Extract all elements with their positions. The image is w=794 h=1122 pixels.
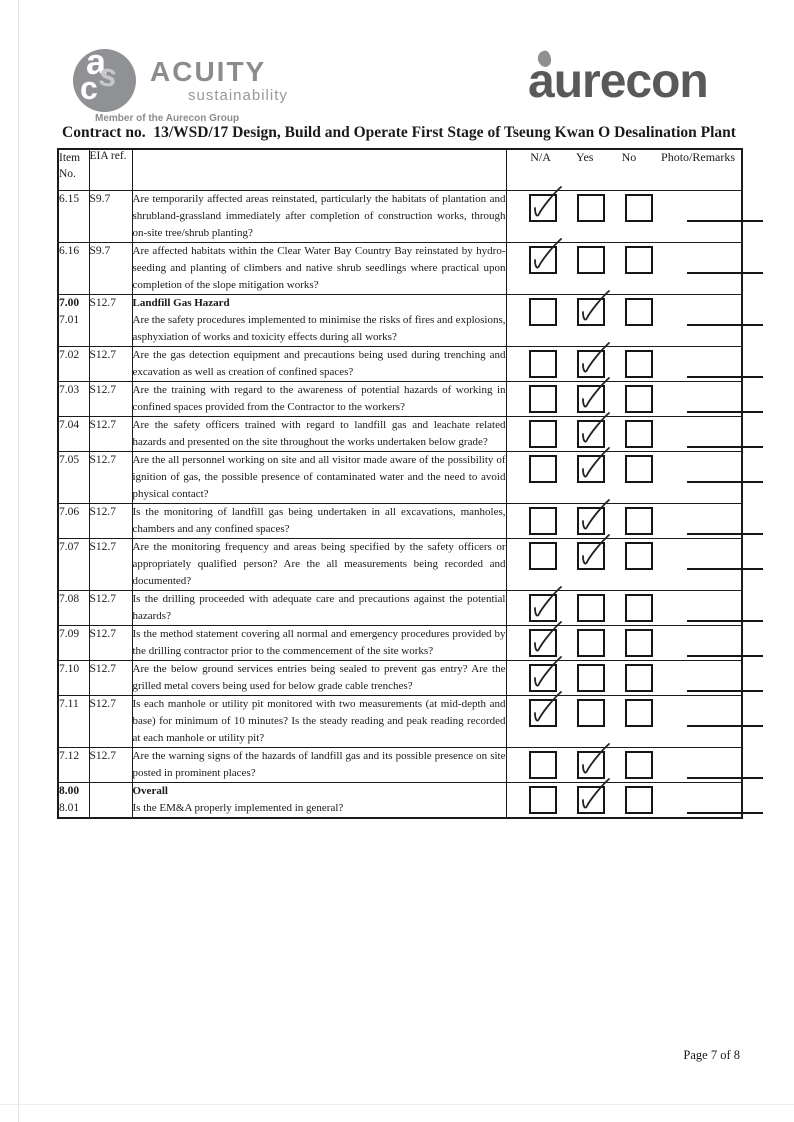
cell-item-no <box>58 347 89 382</box>
cell-question <box>132 661 506 696</box>
remarks-line <box>687 786 763 814</box>
question-text: Are the monitoring frequency and areas being specified by the safety officers or appropriately qualified person? Are the all measurements being recorded and documented? <box>132 541 506 587</box>
table-row-7.01 <box>58 295 742 347</box>
remarks-line <box>687 542 763 570</box>
cell-answers <box>506 661 742 696</box>
checkbox-na[interactable] <box>529 298 557 326</box>
checkbox-no[interactable] <box>625 350 653 378</box>
cell-eia-ref: S12.7 <box>89 452 132 504</box>
checkbox-no[interactable] <box>625 420 653 448</box>
item-number: 7.08 <box>59 593 80 605</box>
tick-icon <box>527 185 565 223</box>
cell-eia-ref: S12.7 <box>89 748 132 783</box>
cell-item-no <box>58 783 89 819</box>
cell-item-no <box>58 417 89 452</box>
cell-eia-ref: S9.7 <box>89 243 132 295</box>
cell-item-no <box>58 626 89 661</box>
cell-answers <box>506 382 742 417</box>
question-text: Are the all personnel working on site and all visitor made aware of the possibility of ignition of gas, the possible presence of contaminated water and the need to avoid physical contact? <box>132 454 506 500</box>
tick-icon <box>527 690 565 728</box>
cell-answers <box>506 783 742 819</box>
tick-icon <box>575 742 613 780</box>
checkbox-yes[interactable] <box>577 542 605 570</box>
tick-icon <box>575 289 613 327</box>
document-title: Contract no. 13/WSD/17 Design, Build and Operate First Stage of Tseung Kwan O Desalination Plant <box>62 124 736 141</box>
cell-eia-ref: S12.7 <box>89 661 132 696</box>
table-header-row <box>58 149 742 191</box>
table-row-6.16 <box>58 243 742 295</box>
scan-artifact-left <box>18 0 19 1122</box>
column-header-answers <box>506 149 742 191</box>
cell-answers <box>506 243 742 295</box>
remarks-line <box>687 385 763 413</box>
question-text: Are the training with regard to the awareness of potential hazards of working in confined spaces provided from the Contractor to the workers? <box>132 384 506 413</box>
remarks-line <box>687 455 763 483</box>
question-text: Are the safety officers trained with regard to landfill gas and leachate related hazards and presented on the site throughout the works undertaken below grade? <box>132 419 506 448</box>
cell-answers <box>506 504 742 539</box>
checkbox-no[interactable] <box>625 594 653 622</box>
column-header-no: No <box>621 150 637 164</box>
checkbox-no[interactable] <box>625 507 653 535</box>
cell-item-no <box>58 504 89 539</box>
item-number: 7.03 <box>59 384 80 396</box>
checkbox-yes[interactable] <box>577 629 605 657</box>
checkbox-no[interactable] <box>625 194 653 222</box>
cell-question <box>132 347 506 382</box>
item-number: 7.09 <box>59 628 80 640</box>
checkbox-na[interactable] <box>529 664 557 692</box>
cell-eia-ref: S12.7 <box>89 347 132 382</box>
cell-question <box>132 504 506 539</box>
remarks-line <box>687 350 763 378</box>
page-number: Page 7 of 8 <box>683 1048 740 1062</box>
checkbox-yes[interactable] <box>577 507 605 535</box>
question-text: Are the below ground services entries being sealed to prevent gas entry? Are the grilled metal covers being used for below grade cable trenches? <box>132 663 506 692</box>
checkbox-no[interactable] <box>625 385 653 413</box>
cell-question <box>132 539 506 591</box>
checkbox-na[interactable] <box>529 507 557 535</box>
item-number: 6.15 <box>59 193 80 205</box>
table-row-7.06 <box>58 504 742 539</box>
remarks-line <box>687 194 763 222</box>
checkbox-yes[interactable] <box>577 664 605 692</box>
question-text: Is the drilling proceeded with adequate care and precautions against the potential hazards? <box>132 593 506 622</box>
checkbox-na[interactable] <box>529 194 557 222</box>
table-row-7.03 <box>58 382 742 417</box>
cell-answers <box>506 626 742 661</box>
checkbox-yes[interactable] <box>577 699 605 727</box>
checkbox-no[interactable] <box>625 699 653 727</box>
checkbox-no[interactable] <box>625 542 653 570</box>
tick-icon <box>527 585 565 623</box>
cell-eia-ref: S12.7 <box>89 591 132 626</box>
acuity-member-line: Member of the Aurecon Group <box>95 113 240 124</box>
item-number: 7.05 <box>59 454 80 466</box>
cell-question <box>132 191 506 243</box>
scan-artifact-bottom <box>0 1104 794 1105</box>
cell-question <box>132 696 506 748</box>
question-text: Are affected habitats within the Clear Water Bay Country Bay reinstated by hydro-seeding and planting of climbers and native shrub seedlings where practical upon completion of the slope mitigation works? <box>132 245 506 291</box>
checkbox-yes[interactable] <box>577 751 605 779</box>
checklist-table <box>57 148 743 819</box>
checkbox-na[interactable] <box>529 629 557 657</box>
checkbox-na[interactable] <box>529 385 557 413</box>
acuity-logo <box>70 46 370 126</box>
question-text: Are the warning signs of the hazards of landfill gas and its possible presence on site posted in prominent places? <box>132 750 506 779</box>
cell-answers <box>506 417 742 452</box>
item-number: 7.06 <box>59 506 80 518</box>
cell-question <box>132 243 506 295</box>
section-title: Overall <box>132 785 168 797</box>
cell-question <box>132 417 506 452</box>
checkbox-na[interactable] <box>529 246 557 274</box>
cell-eia-ref: S9.7 <box>89 191 132 243</box>
cell-eia-ref: S12.7 <box>89 417 132 452</box>
column-header-photo-remarks: Photo/Remarks <box>661 150 736 164</box>
remarks-line <box>687 629 763 657</box>
question-text: Is the method statement covering all normal and emergency procedures provided by the drilling contractor prior to the commencement of the site works? <box>132 628 506 657</box>
cell-answers <box>506 191 742 243</box>
cell-eia-ref: S12.7 <box>89 539 132 591</box>
checkbox-yes[interactable] <box>577 786 605 814</box>
checkbox-na[interactable] <box>529 699 557 727</box>
cell-eia-ref: S12.7 <box>89 382 132 417</box>
cell-answers <box>506 591 742 626</box>
cell-question <box>132 382 506 417</box>
cell-question <box>132 452 506 504</box>
item-number: 8.01 <box>59 802 80 814</box>
checkbox-na[interactable] <box>529 420 557 448</box>
table-row-7.12 <box>58 748 742 783</box>
cell-answers <box>506 539 742 591</box>
table-row-7.11 <box>58 696 742 748</box>
item-number: 7.12 <box>59 750 80 762</box>
cell-eia-ref: S12.7 <box>89 504 132 539</box>
checkbox-na[interactable] <box>529 751 557 779</box>
cell-eia-ref: S12.7 <box>89 295 132 347</box>
checkbox-yes[interactable] <box>577 594 605 622</box>
checkbox-yes[interactable] <box>577 455 605 483</box>
item-number: 7.04 <box>59 419 80 431</box>
cell-item-no <box>58 243 89 295</box>
checkbox-no[interactable] <box>625 629 653 657</box>
checkbox-yes[interactable] <box>577 385 605 413</box>
question-text: Is the EM&A properly implemented in general? <box>132 802 344 814</box>
column-header-item-no <box>58 149 89 191</box>
checkbox-no[interactable] <box>625 751 653 779</box>
question-text: Is each manhole or utility pit monitored with two measurements (at mid-depth and base) for minimum of 10 minutes? Is the steady reading and peak reading recorded at each manhole or utility pit? <box>132 698 506 744</box>
checkbox-no[interactable] <box>625 246 653 274</box>
checkbox-yes[interactable] <box>577 420 605 448</box>
cell-item-no <box>58 591 89 626</box>
monogram-letter-c: c <box>80 70 98 106</box>
section-number: 7.00 <box>59 297 80 309</box>
remarks-line <box>687 420 763 448</box>
cell-item-no <box>58 295 89 347</box>
section-title: Landfill Gas Hazard <box>132 297 230 309</box>
table-row-7.08 <box>58 591 742 626</box>
checkbox-no[interactable] <box>625 455 653 483</box>
checkbox-na[interactable] <box>529 786 557 814</box>
table-row-7.10 <box>58 661 742 696</box>
monogram-letter-s: s <box>96 55 120 95</box>
checkbox-yes[interactable] <box>577 298 605 326</box>
acuity-tagline: sustainability <box>188 87 288 104</box>
tick-icon <box>575 411 613 449</box>
cell-question <box>132 748 506 783</box>
cell-eia-ref: S12.7 <box>89 696 132 748</box>
column-header-yes: Yes <box>576 150 594 164</box>
cell-answers <box>506 347 742 382</box>
question-text: Are the safety procedures implemented to minimise the risks of fires and explosions, asphyxiation of works and toxicity effects during all works? <box>132 314 506 343</box>
remarks-line <box>687 699 763 727</box>
cell-item-no <box>58 452 89 504</box>
item-number: 7.11 <box>59 698 79 710</box>
column-header-eia-ref: EIA ref. <box>89 149 132 191</box>
tick-icon <box>575 498 613 536</box>
table-row-8.01 <box>58 783 742 819</box>
aurecon-logo <box>528 46 748 116</box>
table-row-7.04 <box>58 417 742 452</box>
cell-answers <box>506 452 742 504</box>
cell-question <box>132 626 506 661</box>
cell-question <box>132 295 506 347</box>
tick-icon <box>575 376 613 414</box>
checkbox-no[interactable] <box>625 664 653 692</box>
tick-icon <box>527 237 565 275</box>
question-text: Is the monitoring of landfill gas being undertaken in all excavations, manholes, chambers and any confined spaces? <box>132 506 506 535</box>
item-number: 7.01 <box>59 314 80 326</box>
cell-item-no <box>58 748 89 783</box>
monogram-letter-a: a <box>86 49 107 82</box>
item-number: 7.10 <box>59 663 80 675</box>
cell-answers <box>506 696 742 748</box>
column-header-na: N/A <box>530 150 551 164</box>
column-header-question <box>132 149 506 191</box>
cell-item-no <box>58 661 89 696</box>
checkbox-na[interactable] <box>529 350 557 378</box>
tick-icon <box>575 446 613 484</box>
checkbox-yes[interactable] <box>577 350 605 378</box>
table-row-7.02 <box>58 347 742 382</box>
cell-question <box>132 591 506 626</box>
aurecon-wordmark: aurecon <box>528 55 708 108</box>
checkbox-yes[interactable] <box>577 194 605 222</box>
table-row-7.07 <box>58 539 742 591</box>
acs-monogram-icon <box>73 49 136 112</box>
checkbox-na[interactable] <box>529 594 557 622</box>
cell-answers <box>506 748 742 783</box>
cell-item-no <box>58 539 89 591</box>
checkbox-no[interactable] <box>625 298 653 326</box>
cell-item-no <box>58 696 89 748</box>
table-row-7.09 <box>58 626 742 661</box>
section-number: 8.00 <box>59 785 80 797</box>
tick-icon <box>575 533 613 571</box>
acuity-wordmark: ACUITY <box>150 56 267 87</box>
cell-item-no <box>58 191 89 243</box>
remarks-line <box>687 246 763 274</box>
question-text: Are temporarily affected areas reinstated, particularly the habitats of plantation and shrubland-grassland immediately after completion of construction works, through on-site tree/shrub planting? <box>132 193 506 239</box>
question-text: Are the gas detection equipment and precautions being used during trenching and excavation as well as creation of confined spaces? <box>132 349 506 378</box>
item-number: 7.07 <box>59 541 80 553</box>
cell-question <box>132 783 506 819</box>
tick-icon <box>575 341 613 379</box>
tick-icon <box>575 777 613 815</box>
table-row-7.05 <box>58 452 742 504</box>
remarks-line <box>687 594 763 622</box>
item-number: 7.02 <box>59 349 80 361</box>
cell-eia-ref: S12.7 <box>89 626 132 661</box>
cell-item-no <box>58 382 89 417</box>
checkbox-yes[interactable] <box>577 246 605 274</box>
remarks-line <box>687 298 763 326</box>
header-no-label: No. <box>59 168 76 180</box>
checkbox-na[interactable] <box>529 542 557 570</box>
remarks-line <box>687 751 763 779</box>
checkbox-na[interactable] <box>529 455 557 483</box>
cell-answers <box>506 295 742 347</box>
table-row-6.15 <box>58 191 742 243</box>
item-number: 6.16 <box>59 245 80 257</box>
tick-icon <box>527 620 565 658</box>
header-item-label: Item <box>59 152 81 164</box>
tick-icon <box>527 655 565 693</box>
cell-eia-ref <box>89 783 132 819</box>
remarks-line <box>687 507 763 535</box>
checkbox-no[interactable] <box>625 786 653 814</box>
remarks-line <box>687 664 763 692</box>
